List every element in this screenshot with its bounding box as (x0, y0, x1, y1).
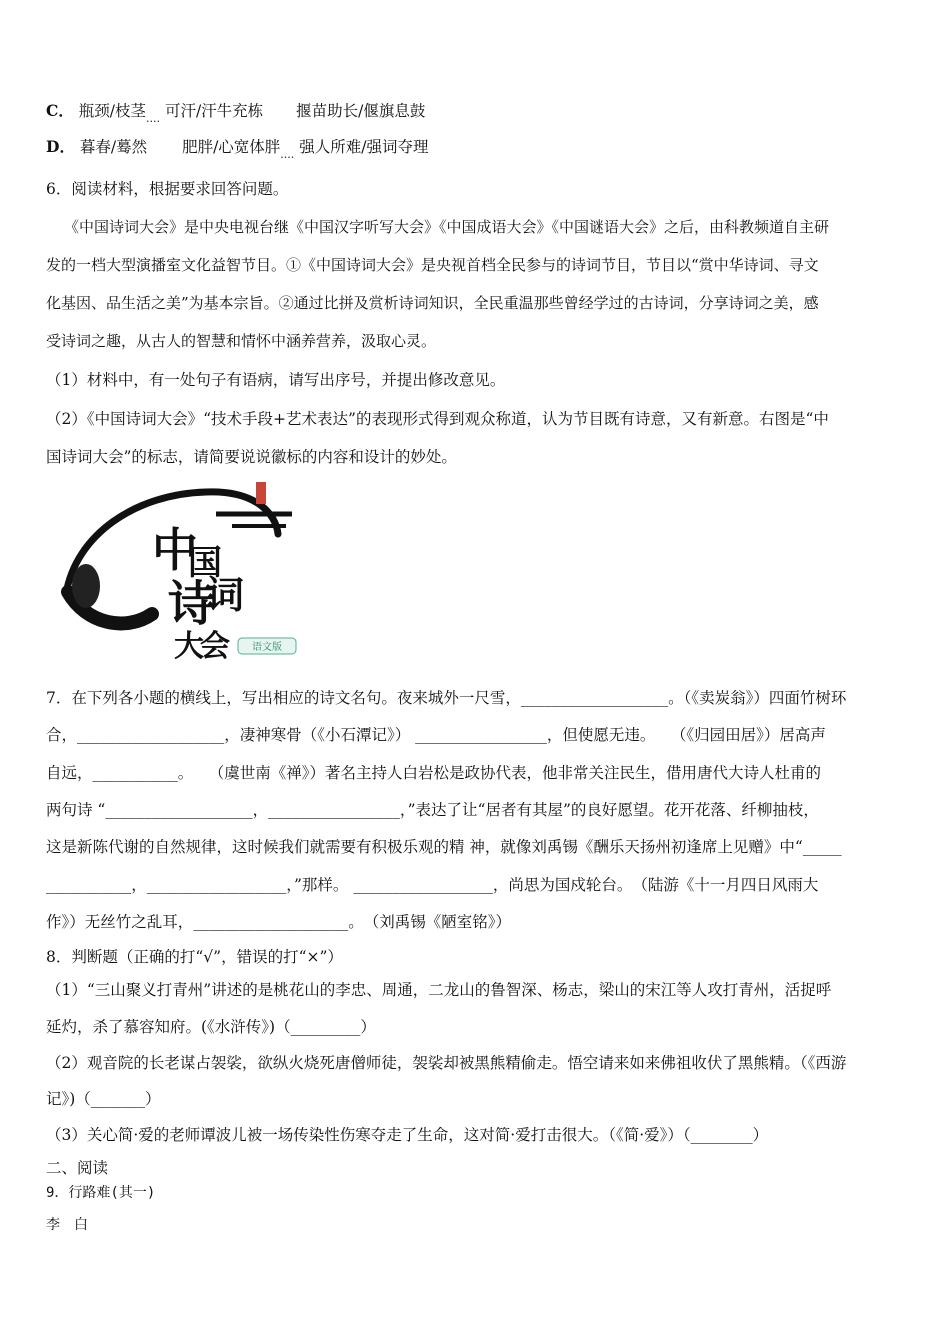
q7-line-7: 作》）无丝竹之乱耳，____________________。 （刘禹锡《陋室铭》） (46, 913, 512, 931)
q9-title: 9．行路难(其一) (46, 1185, 156, 1201)
option-d-a: 暮春/蓦然 (79, 138, 148, 156)
q6-para-3: 化基因、品生活之美”为基本宗旨。②通过比拼及赏析诗词知识，全民重温那些曾经学过的古诗词，分享诗词之美，感 (46, 294, 819, 312)
q9-author: 李 白 (46, 1217, 88, 1233)
q6-para-4: 受诗词之趣，从古人的智慧和情怀中涵养营养，汲取心灵。 (46, 332, 437, 350)
q6-sub2-line1: （2）《中国诗词大会》“技术手段+艺术表达”的表现形式得到观众称道，认为节目既有诗意，又有新意。右图是“中 (46, 410, 829, 428)
logo-graphic (56, 474, 302, 662)
option-c (46, 100, 908, 130)
q6-stem: 6．阅读材料，根据要求回答问题。 (46, 180, 289, 198)
q7-line-3: 自远，___________。 （虞世南《禅》）著名主持人白岩松是政协代表，他非常关注民生，借用唐代大诗人杜甫的 (46, 764, 822, 782)
q6-sub1: （1）材料中，有一处句子有语病，请写出序号，并提出修改意见。 (46, 371, 506, 389)
logo-badge: 语文版 (252, 642, 282, 653)
q7-line-5: 这是新陈代谢的自然规律，这时候我们就需要有积极乐观的精 神，就像刘禹锡《酬乐天扬州初逢席上见赠》中“_____ (46, 838, 842, 856)
logo-char-shi: 诗 (168, 576, 217, 632)
option-c-a: 瓶颈/枝茎 (78, 102, 147, 120)
option-d-b: 肥胖/心宽体胖 (182, 138, 281, 156)
option-d-label: D． (46, 137, 75, 156)
option-d (46, 136, 908, 166)
emphasis-dots: .... (146, 112, 161, 125)
q6-sub2-line2: 国诗词大会”的标志，请简要说说徽标的内容和设计的妙处。 (46, 448, 457, 466)
logo-char-ci: 词 (206, 572, 245, 617)
q6-para-1: 《中国诗词大会》是中央电视台继《中国汉字听写大会》《中国成语大会》《中国谜语大会》之后，由科教频道自主研 (64, 218, 830, 236)
logo-char-da: 大 (174, 629, 204, 662)
emphasis-dots: .... (280, 148, 295, 161)
q8-item-1b: 延灼，杀了慕容知府。(《水浒传》)（_________） (46, 1018, 376, 1036)
logo-char-hui: 会 (200, 629, 230, 662)
q6-para-2: 发的一档大型演播室文化益智节目。①《中国诗词大会》是央视首档全民参与的诗词节目，节目以“赏中华诗词、寻文 (46, 256, 819, 274)
logo-char-guo: 国 (188, 543, 222, 583)
q8-item-2b: 记》)（_______） (46, 1090, 161, 1108)
q8-item-2a: （2）观音院的长老谋占袈裟，欲纵火烧死唐僧师徒，袈裟却被黑熊精偷走。悟空请来如来佛祖收伏了黑熊精。（《西游 (46, 1054, 847, 1072)
q7-line-2: 合，___________________，凄神寒骨（《小石潭记》） _________________，但使愿无违。 （《归园田居》）居高声 (46, 726, 826, 744)
poetry-conference-logo (56, 474, 302, 662)
q7-line-4: 两句诗 “___________________，_________________，”表达了让“居者有其屋”的良好愿望。花开花落、纤柳抽枝， (46, 801, 819, 819)
option-c-b: 可汗/汗牛充栋 (164, 102, 264, 120)
q8-item-1a: （1）“三山聚义打青州”讲述的是桃花山的李忠、周通，二龙山的鲁智深、杨志，梁山的宋江等人攻打青州，活捉呼 (46, 981, 832, 999)
section-title: 二、阅读 (46, 1159, 109, 1177)
q7-line-6: ___________，__________________，”那样。 __________________，尚思为国戍轮台。 （陆游《十一月四日风雨大 (46, 876, 819, 894)
option-d-c: 强人所难/强词夺理 (299, 138, 429, 156)
option-c-label: C． (46, 101, 74, 120)
logo-char-zhong: 中 (152, 523, 198, 577)
q7-line-1: 7．在下列各小题的横线上，写出相应的诗文名句。夜来城外一尺雪，___________________。（《卖炭翁》）四面竹树环 (46, 689, 847, 707)
q8-item-3: （3）关心简·爱的老师谭波儿被一场传染性伤寒夺走了生命，这对简·爱打击很大。（《简·爱》）（________） (46, 1126, 769, 1144)
q8-stem: 8．判断题（正确的打“√”，错误的打“×”） (46, 948, 343, 966)
option-c-c: 揠苗助长/偃旗息鼓 (296, 102, 426, 120)
